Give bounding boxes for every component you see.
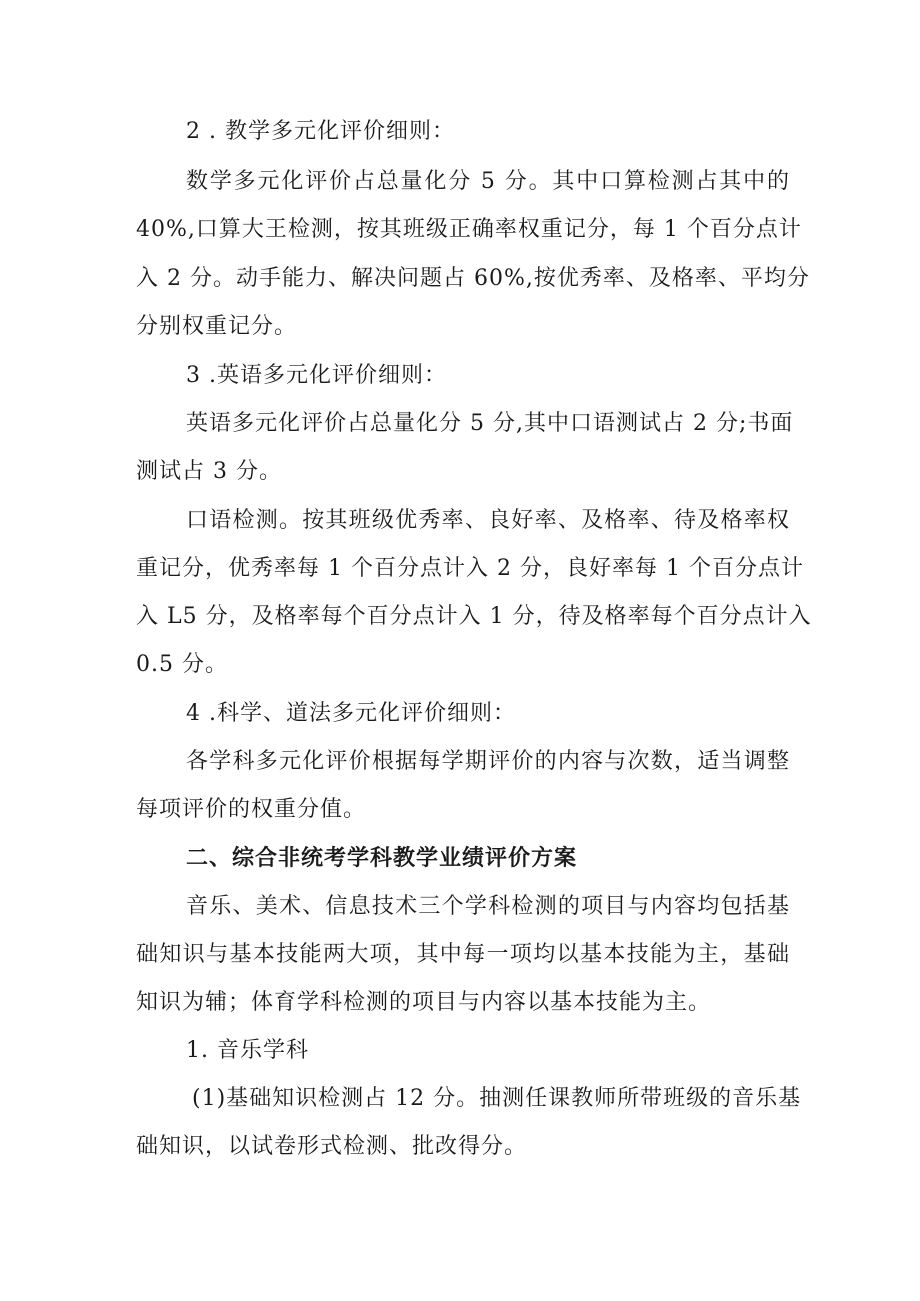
- paragraph-line: 础知识，以试卷形式检测、批改得分。: [136, 1134, 528, 1159]
- subsection-heading-music: 1. 音乐学科: [186, 1038, 309, 1063]
- paragraph-line: 知识为辅；体育学科检测的项目与内容以基本技能为主。: [136, 990, 712, 1015]
- paragraph-line: 0.5 分。: [136, 652, 228, 677]
- paragraph-line: (1)基础知识检测占 12 分。抽测任课教师所带班级的音乐基: [192, 1086, 802, 1111]
- section-heading-science: 4 .科学、道法多元化评价细则：: [186, 701, 516, 726]
- paragraph-line: 每项评价的权重分值。: [136, 797, 367, 822]
- paragraph-line: 重记分，优秀率每 1 个百分点计入 2 分，良好率每 1 个百分点计: [136, 556, 804, 581]
- paragraph-line: 入 L5 分，及格率每个百分点计入 1 分，待及格率每个百分点计入: [136, 604, 812, 629]
- paragraph-line: 口语检测。按其班级优秀率、良好率、及格率、待及格率权: [186, 508, 790, 533]
- section-heading-english: 3 .英语多元化评价细则：: [186, 363, 447, 388]
- paragraph-line: 音乐、美术、信息技术三个学科检测的项目与内容均包括基: [186, 894, 790, 919]
- paragraph-line: 础知识与基本技能两大项，其中每一项均以基本技能为主，基础: [136, 942, 790, 967]
- paragraph-line: 40%,口算大王检测，按其班级正确率权重记分，每 1 个百分点计: [136, 217, 802, 242]
- chapter-heading: 二、综合非统考学科教学业绩评价方案: [186, 846, 578, 871]
- section-heading-math: 2 . 教学多元化评价细则：: [186, 119, 455, 144]
- paragraph-line: 入 2 分。动手能力、解决问题占 60%,按优秀率、及格率、平均分: [136, 266, 810, 291]
- paragraph-line: 各学科多元化评价根据每学期评价的内容与次数，适当调整: [186, 749, 790, 774]
- paragraph-line: 英语多元化评价占总量化分 5 分,其中口语测试占 2 分;书面: [186, 411, 794, 436]
- paragraph-line: 测试占 3 分。: [136, 459, 282, 484]
- paragraph-line: 分别权重记分。: [136, 314, 298, 339]
- paragraph-line: 数学多元化评价占总量化分 5 分。其中口算检测占其中的: [186, 169, 790, 194]
